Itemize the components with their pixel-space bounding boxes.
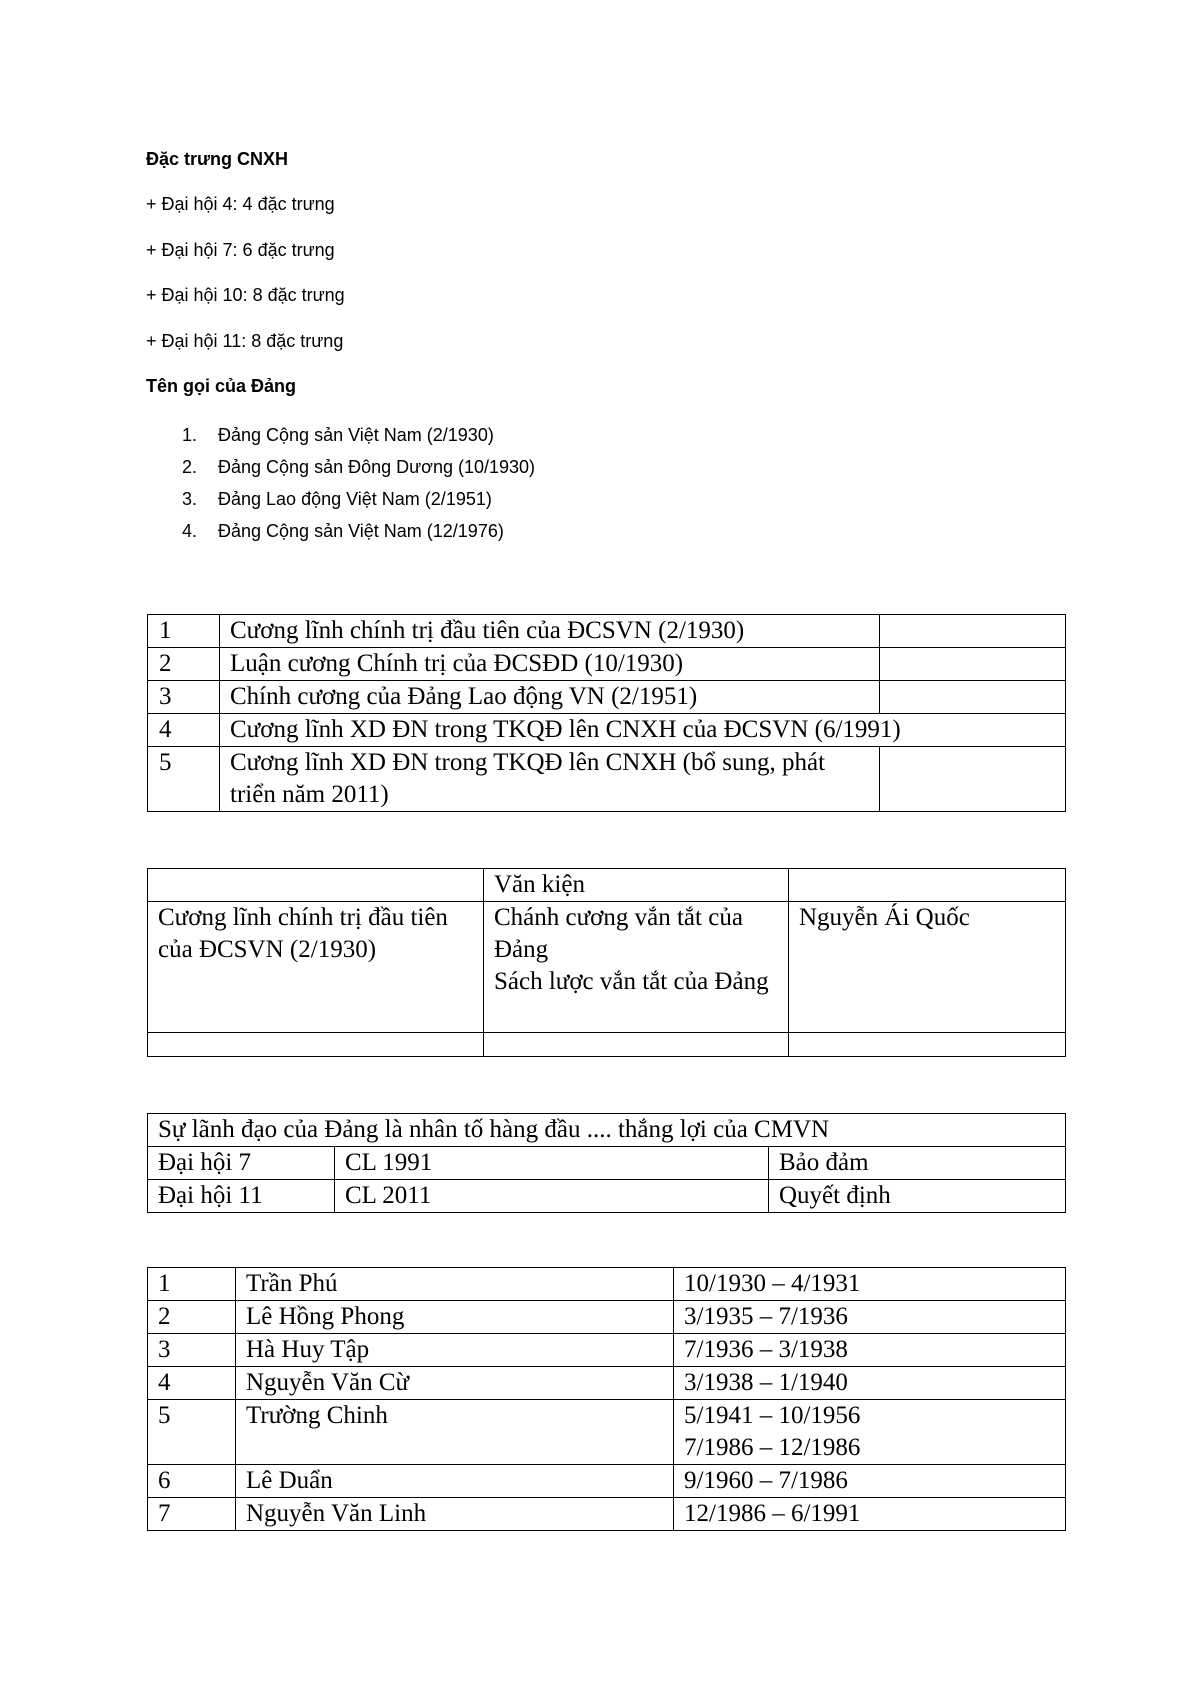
platform-note — [880, 615, 1066, 648]
platform-cell: CL 2011 — [335, 1180, 769, 1213]
table-row — [148, 648, 1066, 681]
empty-cell — [789, 1033, 1066, 1057]
characteristic-line: + Đại hội 11: 8 đặc trưng — [146, 331, 344, 351]
list-item-number: 3. — [182, 489, 198, 509]
row-number: 6 — [148, 1465, 236, 1498]
row-number: 5 — [148, 747, 220, 812]
row-number: 4 — [148, 1367, 236, 1400]
table-row — [148, 681, 1066, 714]
platform-cell: CL 1991 — [335, 1147, 769, 1180]
platform-cell: Cương lĩnh chính trị đầu tiên của ĐCSVN (2/1930) — [148, 902, 484, 1033]
leadership-title: Sự lãnh đạo của Đảng là nhân tố hàng đầu .... thắng lợi của CMVN — [148, 1114, 1066, 1147]
table-row — [148, 714, 1066, 747]
secretary-name: Trường Chinh — [236, 1400, 674, 1465]
platform-name: Cương lĩnh XD ĐN trong TKQĐ lên CNXH của ĐCSVN (6/1991) — [220, 714, 1066, 747]
row-number: 2 — [148, 1301, 236, 1334]
secretary-term: 3/1938 – 1/1940 — [674, 1367, 1066, 1400]
table-row — [148, 1334, 1066, 1367]
list-item-text: Đảng Cộng sản Việt Nam (2/1930) — [218, 425, 494, 445]
platform-note — [880, 681, 1066, 714]
documents-cell — [484, 902, 789, 1033]
table-row — [148, 1367, 1066, 1400]
platform-note — [880, 648, 1066, 681]
table-row — [148, 747, 1066, 812]
congress-cell: Đại hội 11 — [148, 1180, 335, 1213]
role-cell: Quyết định — [769, 1180, 1066, 1213]
secretary-term: 3/1935 – 7/1936 — [674, 1301, 1066, 1334]
secretary-name: Nguyễn Văn Linh — [236, 1498, 674, 1531]
row-number: 4 — [148, 714, 220, 747]
platforms-table — [147, 614, 1066, 812]
secretary-name: Trần Phú — [236, 1268, 674, 1301]
secretaries-table — [147, 1267, 1066, 1531]
secretary-term: 9/1960 – 7/1986 — [674, 1465, 1066, 1498]
table-row — [148, 1465, 1066, 1498]
secretary-name: Lê Duẩn — [236, 1465, 674, 1498]
platform-name: Luận cương Chính trị của ĐCSĐD (10/1930) — [220, 648, 880, 681]
table-row — [148, 615, 1066, 648]
secretary-term: 7/1936 – 3/1938 — [674, 1334, 1066, 1367]
section-title-party-names: Tên gọi của Đảng — [146, 376, 297, 396]
congress-cell: Đại hội 7 — [148, 1147, 335, 1180]
secretary-term: 10/1930 – 4/1931 — [674, 1268, 1066, 1301]
secretary-term: 5/1941 – 10/1956 — [684, 1402, 861, 1429]
list-item — [182, 451, 535, 483]
list-item — [182, 515, 535, 547]
party-names-list — [182, 419, 535, 547]
list-item-number: 1. — [182, 425, 198, 445]
role-cell: Bảo đảm — [769, 1147, 1066, 1180]
secretary-name: Hà Huy Tập — [236, 1334, 674, 1367]
row-number: 7 — [148, 1498, 236, 1531]
table-row — [148, 902, 1066, 1033]
header-cell — [789, 869, 1066, 902]
list-item-text: Đảng Cộng sản Đông Dương (10/1930) — [218, 457, 536, 477]
table-row — [148, 1400, 1066, 1465]
characteristic-line: + Đại hội 4: 4 đặc trưng — [146, 194, 335, 214]
row-number: 1 — [148, 615, 220, 648]
header-cell-documents: Văn kiện — [484, 869, 789, 902]
platform-name: Cương lĩnh chính trị đầu tiên của ĐCSVN (2/1930) — [220, 615, 880, 648]
characteristic-line: + Đại hội 10: 8 đặc trưng — [146, 285, 345, 305]
list-item — [182, 483, 535, 515]
table-row — [148, 1268, 1066, 1301]
empty-cell — [148, 1033, 484, 1057]
table-row — [148, 1180, 1066, 1213]
section-title-characteristics: Đặc trưng CNXH — [146, 149, 289, 169]
list-item — [182, 419, 535, 451]
list-item-text: Đảng Cộng sản Việt Nam (12/1976) — [218, 521, 504, 541]
header-cell — [148, 869, 484, 902]
leadership-table — [147, 1113, 1066, 1213]
characteristic-line: + Đại hội 7: 6 đặc trưng — [146, 240, 335, 260]
platform-note — [880, 747, 1066, 812]
table-row — [148, 1147, 1066, 1180]
table-row — [148, 1033, 1066, 1057]
document-line: Chánh cương vắn tắt của Đảng — [494, 904, 743, 963]
row-number: 3 — [148, 681, 220, 714]
row-number: 5 — [148, 1400, 236, 1465]
platform-name: Cương lĩnh XD ĐN trong TKQĐ lên CNXH (bổ sung, phát triển năm 2011) — [220, 747, 880, 812]
author-cell: Nguyễn Ái Quốc — [789, 902, 1066, 1033]
secretary-term: 12/1986 – 6/1991 — [674, 1498, 1066, 1531]
documents-table — [147, 868, 1066, 1057]
table-title-row — [148, 1114, 1066, 1147]
secretary-term: 7/1986 – 12/1986 — [684, 1434, 861, 1461]
list-item-number: 4. — [182, 521, 198, 541]
row-number: 1 — [148, 1268, 236, 1301]
secretary-terms — [674, 1400, 1066, 1465]
document-line: Sách lược vắn tắt của Đảng — [494, 968, 769, 995]
list-item-number: 2. — [182, 457, 198, 477]
table-header-row — [148, 869, 1066, 902]
secretary-name: Lê Hồng Phong — [236, 1301, 674, 1334]
empty-cell — [484, 1033, 789, 1057]
table-row — [148, 1301, 1066, 1334]
row-number: 3 — [148, 1334, 236, 1367]
row-number: 2 — [148, 648, 220, 681]
secretary-name: Nguyễn Văn Cừ — [236, 1367, 674, 1400]
table-row — [148, 1498, 1066, 1531]
platform-name: Chính cương của Đảng Lao động VN (2/1951) — [220, 681, 880, 714]
list-item-text: Đảng Lao động Việt Nam (2/1951) — [218, 489, 492, 509]
